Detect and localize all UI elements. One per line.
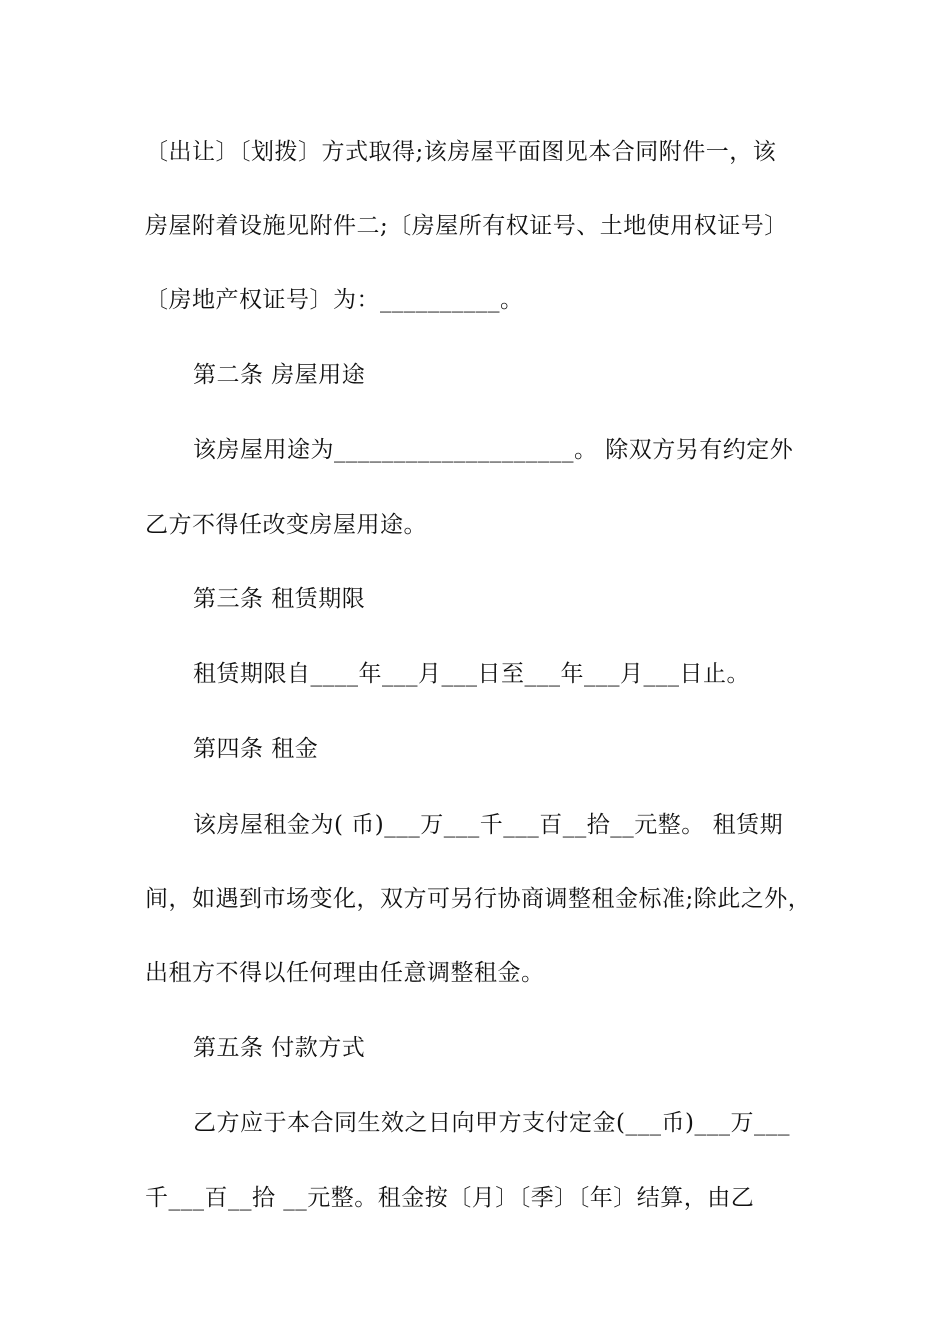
paragraph-line: 乙方不得任改变房屋用途。 — [145, 512, 427, 538]
section-heading: 第二条 房屋用途 — [193, 362, 366, 388]
paragraph-line: 千___百__拾 __元整。租金按〔月〕〔季〕〔年〕结算，由乙 — [145, 1185, 755, 1211]
paragraph-line: 乙方应于本合同生效之日向甲方支付定金(___币)___万___ — [193, 1110, 790, 1136]
paragraph-line: 〔房地产权证号〕为：__________。 — [145, 287, 524, 313]
section-heading: 第三条 租赁期限 — [193, 586, 366, 612]
paragraph-line: 间，如遇到市场变化，双方可另行协商调整租金标准;除此之外， — [145, 886, 812, 912]
paragraph-line: 租赁期限自____年___月___日至___年___月___日止。 — [193, 661, 750, 687]
paragraph-line: 〔出让〕〔划拨〕方式取得;该房屋平面图见本合同附件一，该 — [145, 139, 777, 165]
paragraph-line: 该房屋用途为____________________。 除双方另有约定外 — [193, 437, 794, 463]
paragraph-line: 出租方不得以任何理由任意调整租金。 — [145, 960, 545, 986]
paragraph-line: 房屋附着设施见附件二;〔房屋所有权证号、土地使用权证号〕 — [145, 213, 788, 239]
section-heading: 第四条 租金 — [193, 736, 319, 762]
paragraph-line: 该房屋租金为( 币)___万___千___百__拾__元整。 租赁期 — [193, 812, 784, 838]
section-heading: 第五条 付款方式 — [193, 1035, 366, 1061]
